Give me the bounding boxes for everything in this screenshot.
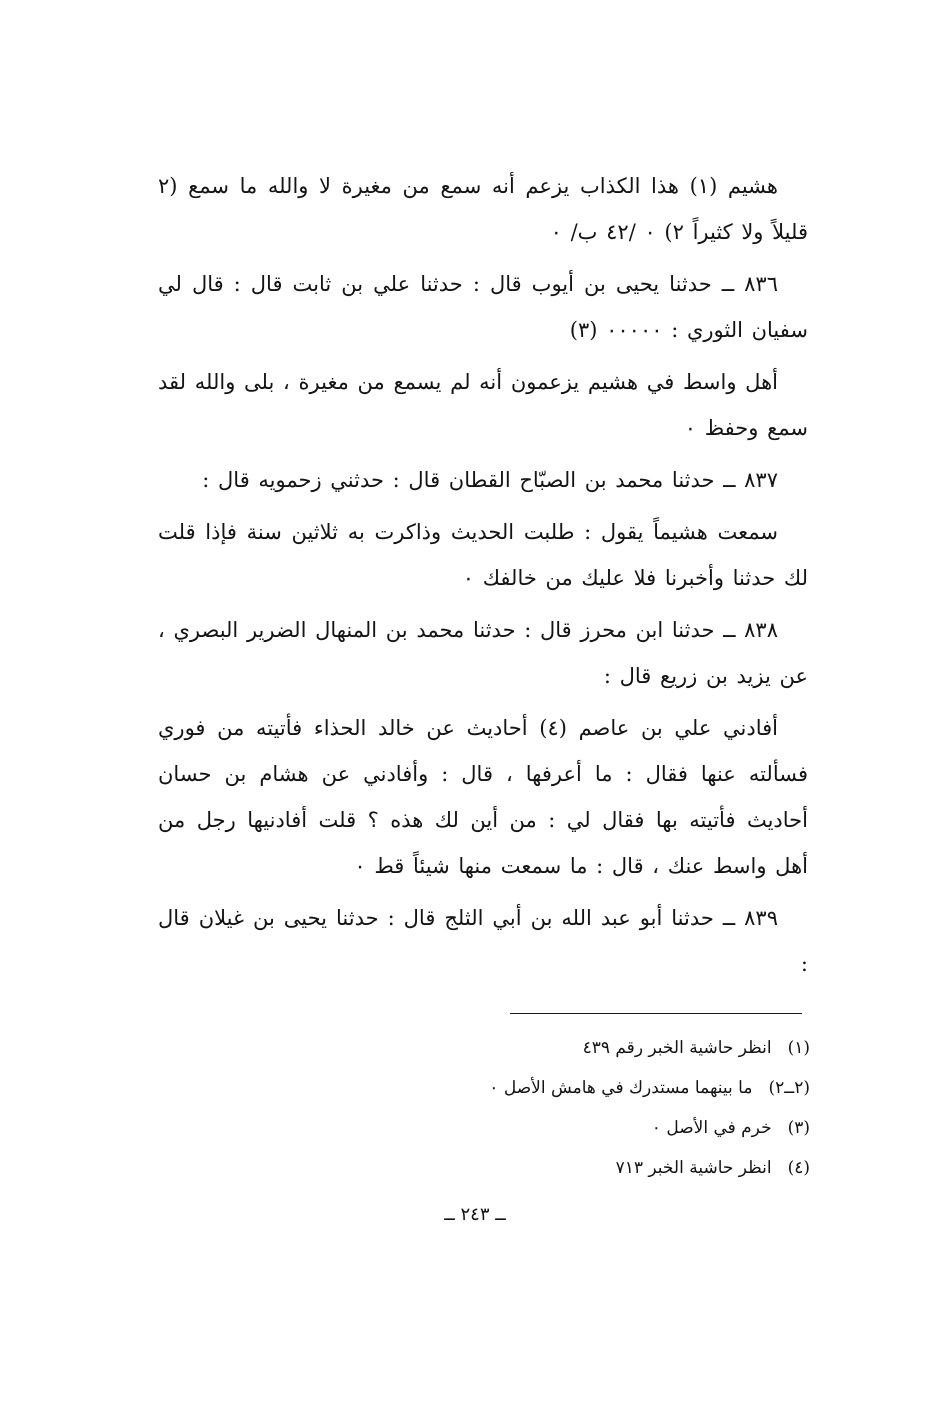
page-number: ــ ٢٤٣ ــ [444, 1204, 506, 1225]
hadith-838-matn: أفادني علي بن عاصم (٤) أحاديث عن خالد الحذاء فأتيته من فوري فسألته عنها فقال : ما أعرفها ، قال : وأفادني عن هشام بن حسان أحاديث فأتيته بها فقال لي : من أين لك هذه ؟ قلت أفادنيها رجل من أهل واسط عنك ، قال : ما سمعت منها شيئاً قط ٠ [158, 716, 808, 878]
main-text [158, 163, 808, 993]
hadith-837-matn: سمعت هشيماً يقول : طلبت الحديث وذاكرت به ثلاثين سنة فإذا قلت لك حدثنا وأخبرنا فلا عليك من خالفك ٠ [158, 520, 808, 590]
hadith-836-isnad: ٨٣٦ ــ حدثنا يحيى بن أيوب قال : حدثنا علي بن ثابت قال : قال لي سفيان الثوري : ٠٠٠٠٠ (٣) [158, 272, 808, 342]
footnote-text: خرم في الأصل ٠ [651, 1118, 772, 1138]
footnote-text: انظر حاشية الخبر ٧١٣ [615, 1158, 772, 1178]
footnote-3 [310, 1108, 810, 1148]
paragraph-continuation: هشيم (١) هذا الكذاب يزعم أنه سمع من مغيرة لا والله ما سمع (٢ قليلاً ولا كثيراً ٢) ٠ /٤٢ ب/ ٠ [158, 174, 808, 244]
footnote-1 [310, 1028, 810, 1068]
footnote-text: ما بينهما مستدرك في هامش الأصل ٠ [489, 1078, 753, 1098]
footnote-4 [310, 1148, 810, 1188]
footnotes [310, 1028, 810, 1188]
footnote-number: (٤) [787, 1158, 810, 1178]
hadith-837-isnad: ٨٣٧ ــ حدثنا محمد بن الصبّاح القطان قال : حدثني زحمويه قال : [202, 468, 778, 492]
footnote-number: (٣) [787, 1118, 810, 1138]
footnote-number: (٢ــ٢) [768, 1078, 810, 1098]
footnote-text: انظر حاشية الخبر رقم ٤٣٩ [582, 1038, 772, 1058]
footnote-number: (١) [787, 1038, 810, 1058]
hadith-839-isnad: ٨٣٩ ــ حدثنا أبو عبد الله بن أبي الثلج قال : حدثنا يحيى بن غيلان قال : [158, 906, 808, 976]
hadith-838-isnad: ٨٣٨ ــ حدثنا ابن محرز قال : حدثنا محمد بن المنهال الضرير البصري ، عن يزيد بن زريع قال : [158, 618, 808, 688]
footnote-2 [310, 1068, 810, 1108]
footnote-divider [510, 1013, 802, 1014]
hadith-836-matn: أهل واسط في هشيم يزعمون أنه لم يسمع من مغيرة ، بلى والله لقد سمع وحفظ ٠ [158, 370, 808, 440]
